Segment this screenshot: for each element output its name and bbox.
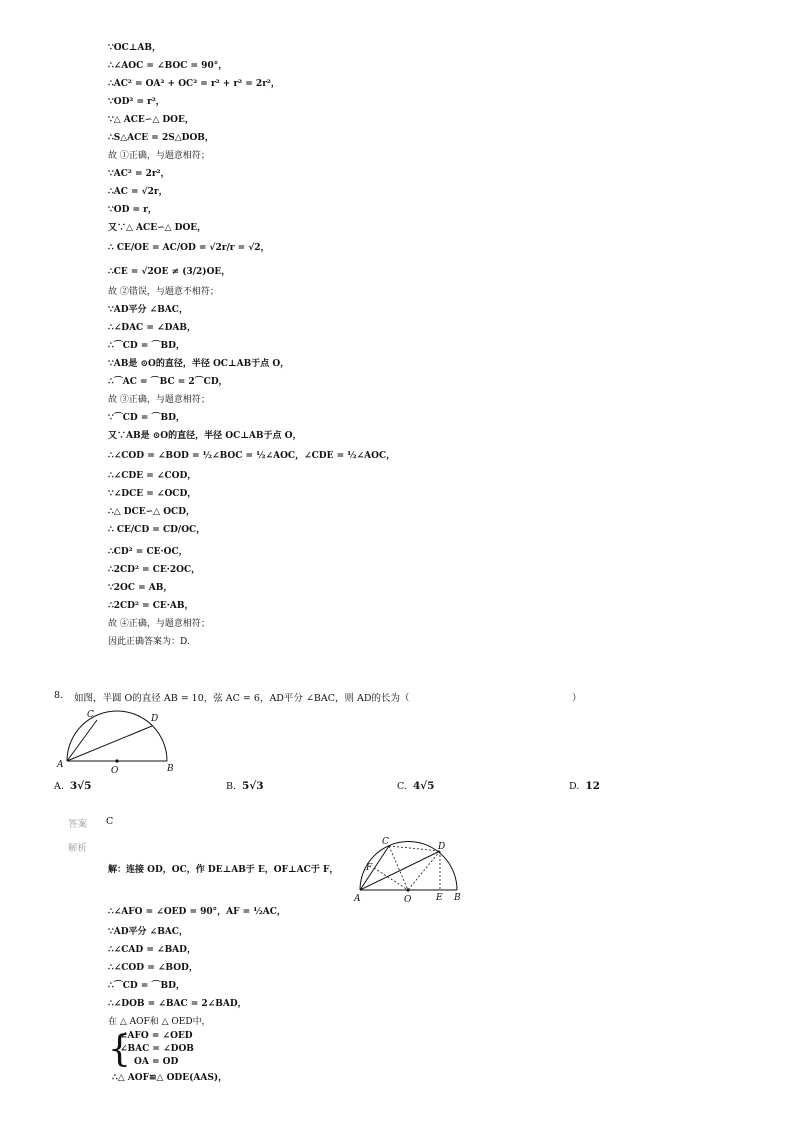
solution-line: ∴ CE/OE = AC/OD = √2r/r = √2， [108,243,270,253]
analysis-figure [352,834,467,904]
solution-line: ∵2OC = AB， [108,583,173,593]
label-D: D [151,714,159,724]
analysis-line: 在 △ AOF和 △ OED中， [108,1017,211,1027]
analysis-line: ∴⌒CD = ⌒BD， [108,981,185,991]
solution-line: ∴AC² = OA² + OC² = r² + r² = 2r²， [108,79,280,89]
system-line: OA = OD [134,1057,179,1067]
solution-line: ∵AC² = 2r²， [108,169,170,179]
solution-line: ∴∠DAC = ∠DAB， [108,323,196,333]
analysis-conclusion: ∴△ AOF≌△ ODE(AAS)， [112,1073,228,1083]
label-C: C [87,710,94,720]
analysis-line: ∵AD平分 ∠BAC， [108,927,188,937]
answer-value: C [106,816,114,827]
solution-line: ∴CD² = CE·OC， [108,547,188,557]
answer-label: 答案 [68,819,88,830]
system-line: ∠BAC = ∠DOB [120,1044,194,1054]
solution-line: 故 ②错误，与题意不相符； [108,287,219,297]
option-d[interactable]: D. 12 [569,780,600,792]
analysis-line: ∴∠DOB = ∠BAC = 2∠BAD， [108,999,247,1009]
label-E: E [436,893,443,903]
analysis-line: ∴∠AFO = ∠OED = 90°，AF = ½AC， [108,907,286,917]
label-A: A [354,894,361,904]
question-number: 8. [54,690,64,701]
analysis-label: 解析 [68,843,88,854]
solution-line: ∴ CE/CD = CD/OC， [108,525,206,535]
solution-line: ∵AB是 ⊙O的直径，半径 OC⊥AB于点 O， [108,359,290,369]
option-b[interactable]: B. 5√3 [226,780,264,792]
solution-line: ∴⌒AC = ⌒BC = 2⌒CD， [108,377,228,387]
solution-line: ∴2CD² = CE·2OC， [108,565,201,575]
solution-line: ∵⌒CD = ⌒BD， [108,413,185,423]
question-figure [55,705,180,777]
solution-line: ∴∠COD = ∠BOD = ½∠BOC = ½∠AOC，∠CDE = ½∠AOC， [108,451,396,461]
solution-line: 又∵AB是 ⊙O的直径，半径 OC⊥AB于点 O， [108,431,302,441]
label-B: B [454,893,461,903]
option-c[interactable]: C. 4√5 [397,780,435,792]
solution-line: 因此正确答案为：D. [108,637,190,647]
question-close-paren: ） [572,693,582,704]
label-O: O [404,895,412,905]
solution-line: ∵△ ACE∽△ DOE， [108,115,194,125]
solution-line: ∴AC = √2r， [108,187,168,197]
label-D: D [438,842,446,852]
solution-line: ∵∠DCE = ∠OCD， [108,489,197,499]
solution-line: ∴CE = √2OE ≠ (3/2)OE， [108,267,231,277]
solution-line: 又∵△ ACE∽△ DOE， [108,223,207,233]
label-O: O [111,766,119,776]
solution-line: 故 ①正确，与题意相符； [108,151,210,161]
label-B: B [167,764,174,774]
solution-line: ∴2CD² = CE·AB， [108,601,194,611]
solution-line: ∴∠AOC = ∠BOC = 90°， [108,61,228,71]
solution-line: ∵AD平分 ∠BAC， [108,305,188,315]
option-a[interactable]: A. 3√5 [54,780,92,792]
label-F: F [366,863,373,873]
solution-line: ∵OD = r， [108,205,157,215]
solution-line: ∴△ DCE∽△ OCD， [108,507,196,517]
solution-line: ∴⌒CD = ⌒BD， [108,341,185,351]
analysis-intro: 解：连接 OD，OC，作 DE⊥AB于 E，OF⊥AC于 F， [108,865,339,875]
solution-line: 故 ③正确，与题意相符； [108,395,210,405]
analysis-line: ∴∠COD = ∠BOD， [108,963,198,973]
label-C: C [382,837,389,847]
analysis-line: ∴∠CAD = ∠BAD， [108,945,196,955]
label-A: A [57,760,64,770]
solution-line: ∴∠CDE = ∠COD， [108,471,197,481]
solution-line: ∴S△ACE = 2S△DOB， [108,133,214,143]
solution-line: 故 ④正确，与题意相符； [108,619,210,629]
system-brace: { [108,1029,131,1070]
question-text: 如图，半圆 O的直径 AB = 10，弦 AC = 6，AD平分 ∠BAC，则 AD的长为（ [74,693,410,704]
solution-line: ∵OC⊥AB， [108,43,161,53]
solution-line: ∵OD² = r²， [108,97,165,107]
system-line: ∠AFO = ∠OED [120,1031,193,1041]
